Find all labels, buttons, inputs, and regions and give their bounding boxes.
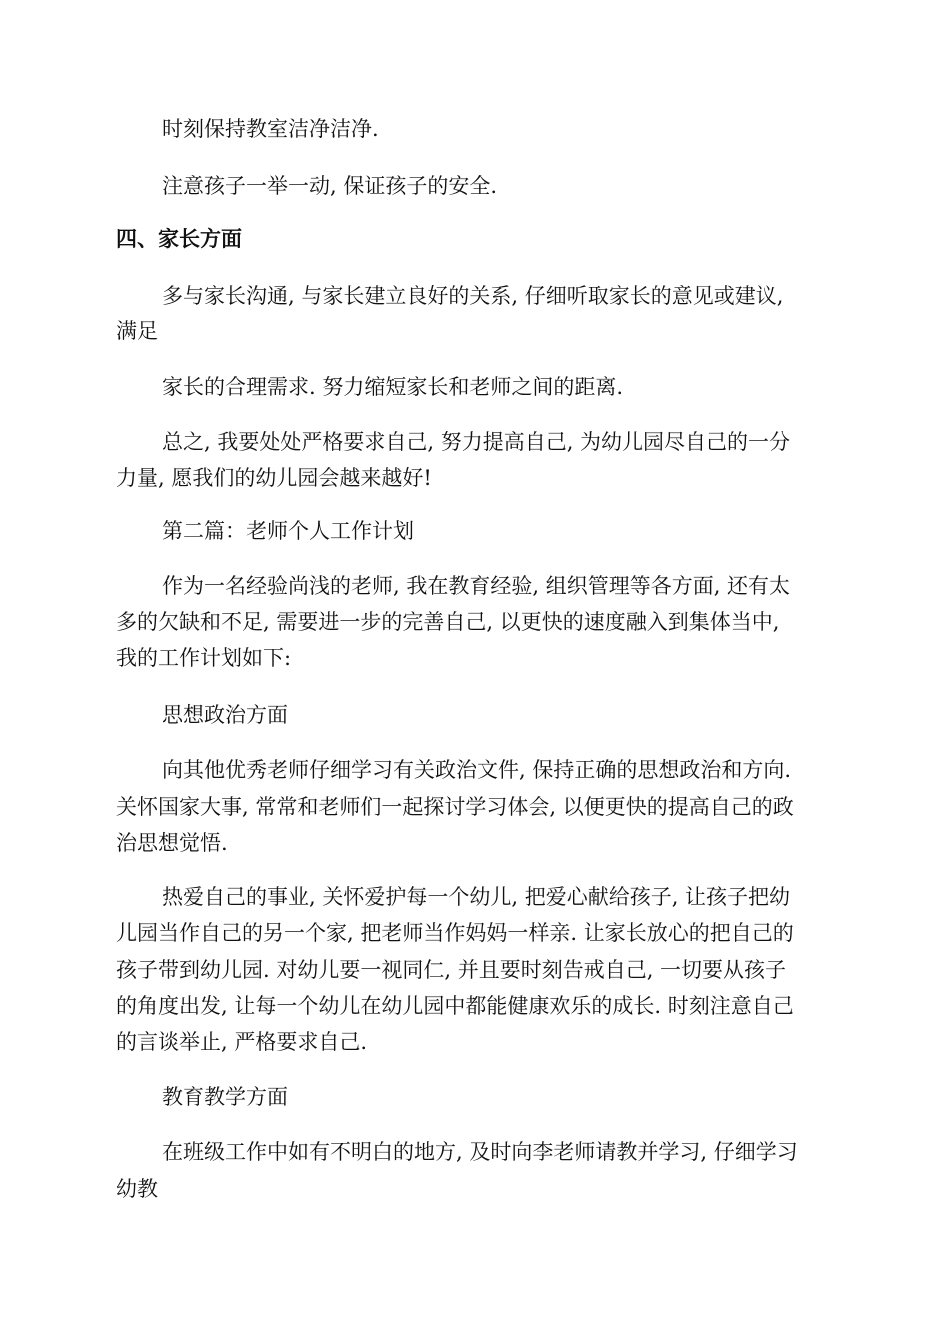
text-line: 作为一名经验尚浅的老师, 我在教育经验, 组织管理等各方面, 还有太 [162,574,791,598]
text-line: 时刻保持教室洁净洁净. [162,117,379,141]
text-line: 力量, 愿我们的幼儿园会越来越好! [116,466,432,490]
text-line: 治思想觉悟. [116,831,228,855]
section-heading: 四、家长方面 [116,227,242,251]
text-line: 向其他优秀老师仔细学习有关政治文件, 保持正确的思想政治和方向. [162,758,792,782]
text-line: 家长的合理需求. 努力缩短家长和老师之间的距离. [162,375,624,399]
text-line: 注意孩子一举一动, 保证孩子的安全. [162,174,498,198]
text-line: 我的工作计划如下: [116,646,292,670]
text-line: 的角度出发, 让每一个幼儿在幼儿园中都能健康欢乐的成长. 时刻注意自己 [116,994,794,1018]
text-line: 总之, 我要处处严格要求自己, 努力提高自己, 为幼儿园尽自己的一分 [162,430,791,454]
subsection-title: 第二篇：老师个人工作计划 [162,519,414,543]
text-line: 幼教 [116,1177,158,1201]
text-line: 的言谈举止, 严格要求自己. [116,1030,368,1054]
text-line: 儿园当作自己的另一个家, 把老师当作妈妈一样亲. 让家长放心的把自己的 [116,921,794,945]
text-line: 孩子带到幼儿园. 对幼儿要一视同仁, 并且要时刻告戒自己, 一切要从孩子 [116,958,787,982]
subsection-title: 教育教学方面 [162,1085,288,1109]
text-line: 多与家长沟通, 与家长建立良好的关系, 仔细听取家长的意见或建议, [162,284,784,308]
text-line: 多的欠缺和不足, 需要进一步的完善自己, 以更快的速度融入到集体当中, [116,610,780,634]
text-line: 在班级工作中如有不明白的地方, 及时向李老师请教并学习, 仔细学习 [162,1140,798,1164]
text-line: 关怀国家大事, 常常和老师们一起探讨学习体会, 以便更快的提高自己的政 [116,795,794,819]
text-line: 满足 [116,319,158,343]
text-line: 热爱自己的事业, 关怀爱护每一个幼儿, 把爱心献给孩子, 让孩子把幼 [162,885,791,909]
subsection-title: 思想政治方面 [162,703,288,727]
